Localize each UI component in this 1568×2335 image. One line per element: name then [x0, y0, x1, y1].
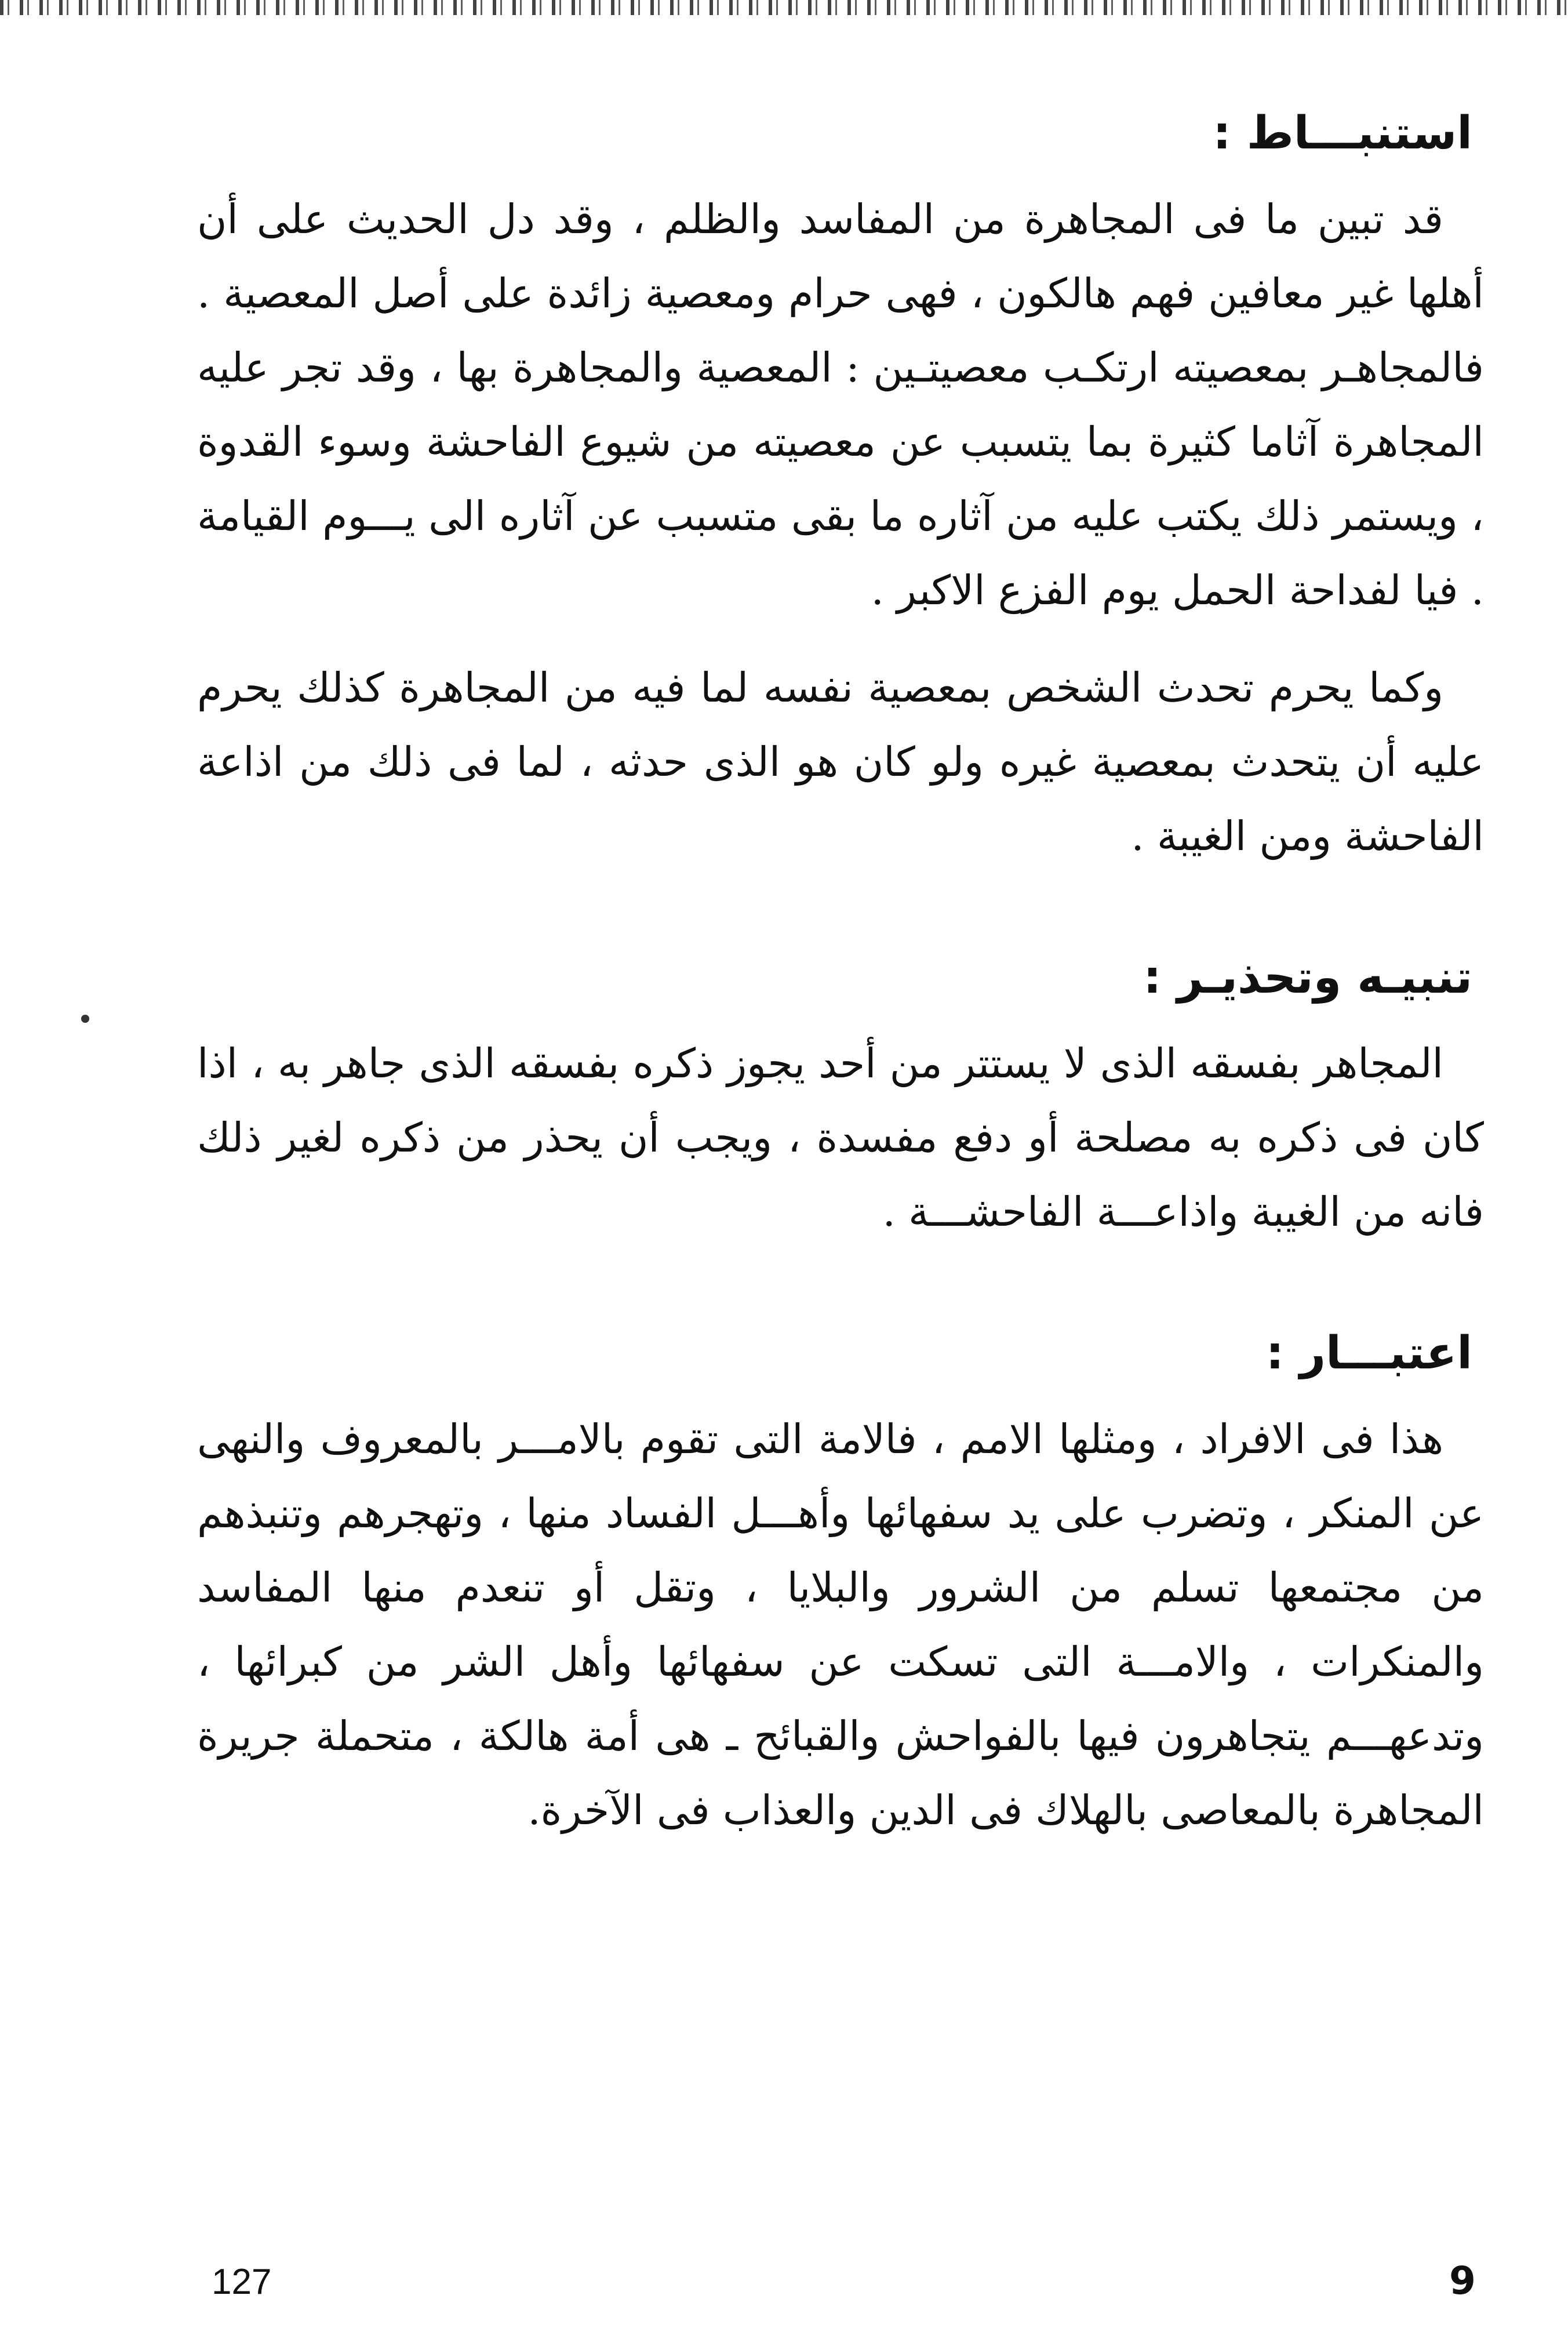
signature-mark: 9	[1449, 2258, 1476, 2303]
page-body	[197, 99, 1484, 1847]
heading-tanbih: تنبيـه وتحذيـر :	[1143, 952, 1472, 1004]
paragraph-itibar-1: هذا فى الافراد ، ومثلها الامم ، فالامة التى تقوم بالامـــر بالمعروف والنهى عن المنكر ، وتضرب على يد سفهائها وأهـــل الفساد منها ، وتهجرهم وتنبذهم من مجتمعها تسلم من الشرور والبلايا ، وتقل أو تنعدم منها المفاسد والمنكرات ، والامـــة التى تسكت عن سفهائها وأهل الشر من كبرائها ، وتدعهـــم يتجاهرون فيها بالفواحش والقبائح ـ هى أمة هالكة ، متحملة جريرة المجاهرة بالمعاصى بالهلاك فى الدين والعذاب فى الآخرة.	[197, 1415, 1484, 1834]
page-number: 127	[212, 2262, 272, 2302]
heading-istinbat: استنبـــاط :	[1213, 107, 1472, 159]
scan-top-edge	[0, 0, 1568, 15]
heading-itibar: اعتبـــار :	[1265, 1327, 1472, 1379]
paragraph-tanbih-1: المجاهر بفسقه الذى لا يستتر من أحد يجوز ذكره بفسقه الذى جاهر به ، اذا كان فى ذكره به مصلحة أو دفع مفسدة ، ويجب أن يحذر من ذكره لغير ذلك فانه من الغيبة واذاعـــة الفاحشـــة .	[197, 1040, 1484, 1236]
paragraph-istinbat-1: قد تبين ما فى المجاهرة من المفاسد والظلم ، وقد دل الحديث على أن أهلها غير معافين فهم هالكون ، فهى حرام ومعصية زائدة على أصل المعصية . فالمجاهـر بمعصيته ارتكـب معصيتـين : المعصية والمجاهرة بها ، وقد تجر عليه المجاهرة آثاما كثيرة بما يتسبب عن معصيته من شيوع الفاحشة وسوء القدوة ، ويستمر ذلك يكتب عليه من آثاره ما بقى متسبب عن آثاره الى يـــوم القيامة . فيا لفداحة الحمل يوم الفزع الاكبر .	[197, 195, 1484, 614]
scan-speck	[81, 1015, 89, 1023]
paragraph-istinbat-2: وكما يحرم تحدث الشخص بمعصية نفسه لما فيه من المجاهرة كذلك يحرم عليه أن يتحدث بمعصية غيره ولو كان هو الذى حدثه ، لما فى ذلك من اذاعة الفاحشة ومن الغيبة .	[197, 664, 1484, 860]
